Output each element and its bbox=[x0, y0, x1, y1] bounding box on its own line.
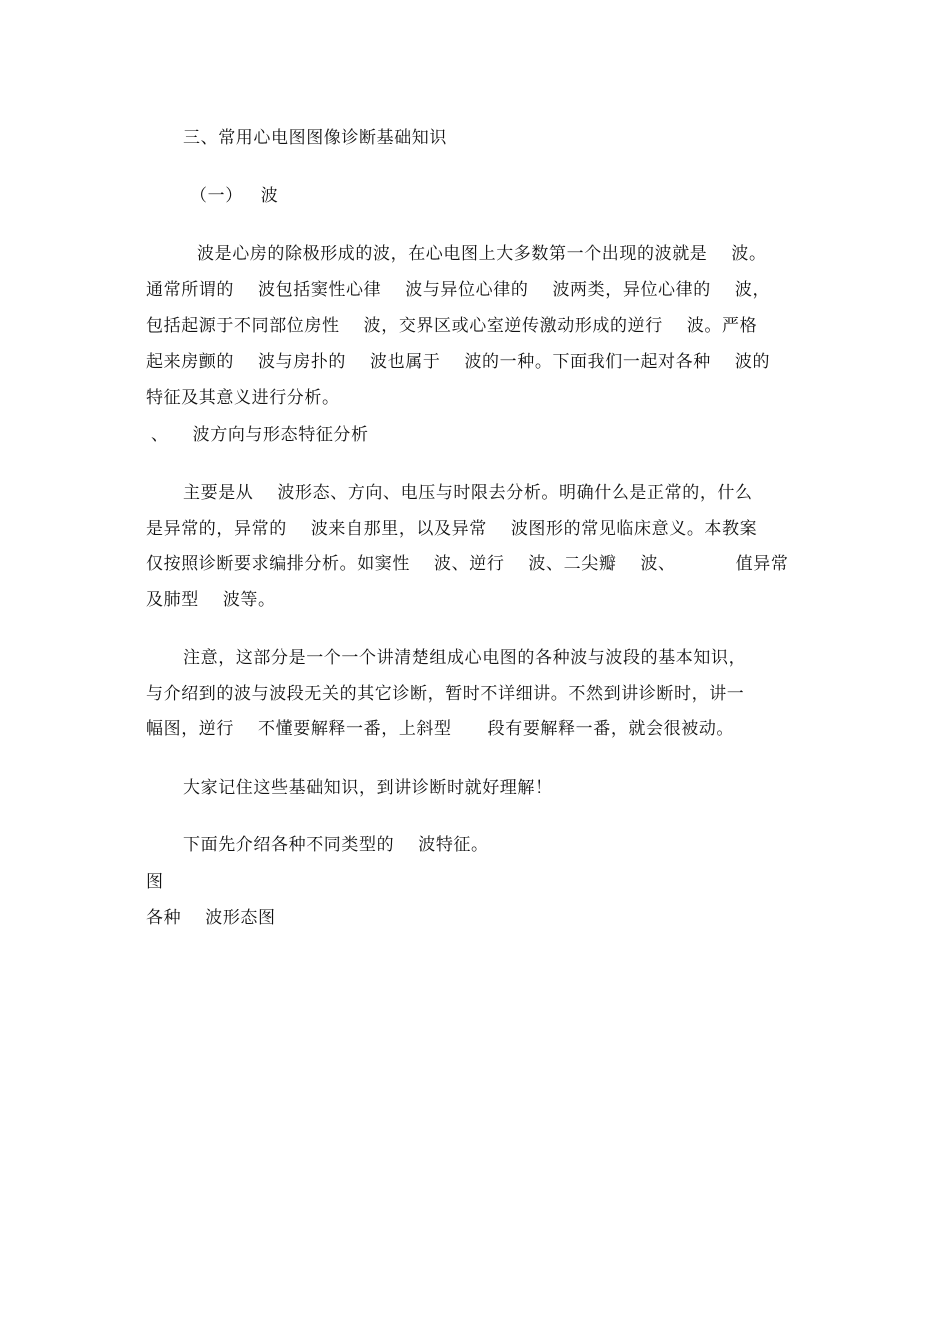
figure-label: 图 bbox=[146, 872, 164, 892]
paragraph-line: 是异常的，异常的 波来自那里，以及异常 波图形的常见临床意义。本教案 bbox=[146, 519, 758, 539]
paragraph-line: 包括起源于不同部位房性 波，交界区或心室逆传激动形成的逆行 波。严格 bbox=[146, 316, 758, 336]
paragraph-line: 主要是从 波形态、方向、电压与时限去分析。明确什么是正常的，什么 bbox=[183, 483, 753, 503]
paragraph-line: 特征及其意义进行分析。 bbox=[146, 388, 340, 408]
item-heading: 、 波方向与形态特征分析 bbox=[151, 425, 369, 445]
paragraph-line: 及肺型 波等。 bbox=[146, 590, 276, 610]
paragraph-line: 通常所谓的 波包括窦性心律 波与异位心律的 波两类，异位心律的 波， bbox=[146, 280, 771, 300]
paragraph-line: 起来房颤的 波与房扑的 波也属于 波的一种。下面我们一起对各种 波的 bbox=[146, 352, 771, 372]
paragraph-line: 注意，这部分是一个一个讲清楚组成心电图的各种波与波段的基本知识， bbox=[183, 648, 747, 668]
paragraph-line: 仅按照诊断要求编排分析。如窦性 波、逆行 波、二尖瓣 波、 值异常 bbox=[146, 554, 789, 574]
paragraph-line: 与介绍到的波与波段无关的其它诊断，暂时不详细讲。不然到讲诊断时，讲一 bbox=[146, 684, 745, 704]
subsection-heading: （一） 波 bbox=[190, 186, 279, 206]
figure-caption: 各种 波形态图 bbox=[146, 908, 276, 928]
paragraph-intro-types: 下面先介绍各种不同类型的 波特征。 bbox=[183, 835, 489, 855]
paragraph-line: 幅图，逆行 不懂要解释一番，上斜型 段有要解释一番，就会很被动。 bbox=[146, 719, 735, 739]
paragraph-line: 波是心房的除极形成的波，在心电图上大多数第一个出现的波就是 波。 bbox=[197, 244, 767, 264]
paragraph-reminder: 大家记住这些基础知识，到讲诊断时就好理解！ bbox=[183, 778, 553, 798]
section-heading: 三、常用心电图图像诊断基础知识 bbox=[183, 128, 447, 148]
